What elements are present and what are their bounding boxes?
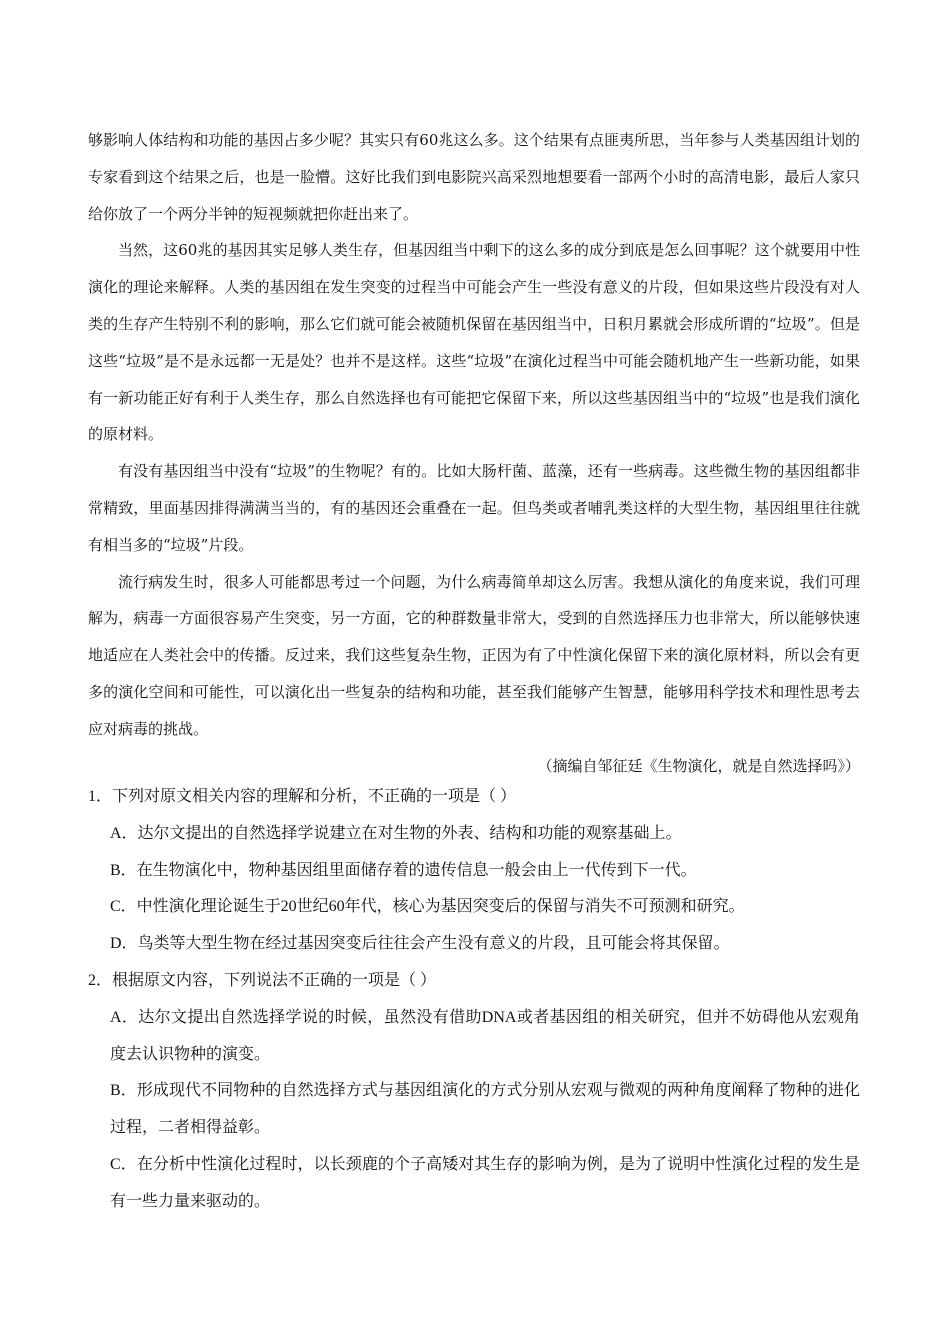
question-2 xyxy=(88,963,860,1221)
passage-paragraph-3: 有没有基因组当中没有“垃圾”的生物呢？有的。比如大肠杆菌、蓝藻，还有一些病毒。这些微生物的基因组都非常精致，里面基因排得满满当当的，有的基因还会重叠在一起。但鸟类或者哺乳类这样的大型生物，基因组里往往就有相当多的“垃圾”片段。 xyxy=(88,462,860,554)
question-1-stem: 1．下列对原文相关内容的理解和分析，不正确的一项是（ ） xyxy=(88,788,517,805)
passage-paragraph-1: 够影响人体结构和功能的基因占多少呢？其实只有60兆这么多。这个结果有点匪夷所思，当年参与人类基因组计划的专家看到这个结果之后，也是一脸懵。这好比我们到电影院兴高采烈地想要看一部两个小时的高清电影，最后人家只给你放了一个两分半钟的短视频就把你赶出来了。 xyxy=(88,131,860,223)
question-1-option-b: B．在生物演化中，物种基因组里面储存着的遗传信息一般会由上一代传到下一代。 xyxy=(110,861,697,879)
question-2-option-c: C．在分析中性演化过程时，以长颈鹿的个子高矮对其生存的影响为例，是为了说明中性演化过程的发生是有一些力量来驱动的。 xyxy=(110,1155,860,1210)
question-1-option-d: D．鸟类等大型生物在经过基因突变后往往会产生没有意义的片段，且可能会将其保留。 xyxy=(110,935,730,953)
question-1-option-a: A．达尔文提出的自然选择学说建立在对生物的外表、结构和功能的观察基础上。 xyxy=(110,824,682,842)
passage-source: （摘编自邹征廷《生物演化，就是自然选择吗》） xyxy=(537,756,860,775)
question-1-option-c: C．中性演化理论诞生于20世纪60年代，核心为基因突变后的保留与消失不可预测和研究。 xyxy=(110,898,745,916)
question-list xyxy=(88,779,860,1221)
passage-paragraph-4: 流行病发生时，很多人可能都思考过一个问题，为什么病毒简单却这么厉害。我想从演化的角度来说，我们可理解为，病毒一方面很容易产生突变，另一方面，它的种群数量非常大，受到的自然选择压力也非常大，所以能够快速地适应在人类社会中的传播。反过来，我们这些复杂生物，正因为有了中性演化保留下来的演化原材料，所以会有更多的演化空间和可能性，可以演化出一些复杂的结构和功能，甚至我们能够产生智慧，能够用科学技术和理性思考去应对病毒的挑战。 xyxy=(88,572,860,738)
question-2-stem: 2．根据原文内容，下列说法不正确的一项是（ ） xyxy=(88,971,437,989)
question-1 xyxy=(88,779,860,963)
question-2-option-a: A．达尔文提出自然选择学说的时候，虽然没有借助DNA或者基因组的相关研究，但并不妨碍他从宏观角度去认识物种的演变。 xyxy=(110,1008,860,1063)
passage-paragraph-2: 当然，这60兆的基因其实足够人类生存，但基因组当中剩下的这么多的成分到底是怎么回事呢？这个就要用中性演化的理论来解释。人类的基因组在发生突变的过程当中可能会产生一些没有意义的片段，但如果这些片段没有对人类的生存产生特别不利的影响，那么它们就可能会被随机保留在基因组当中，日积月累就会形成所谓的“垃圾”。但是这些“垃圾”是不是永远都一无是处？也并不是这样。这些“垃圾”在演化过程当中可能会随机地产生一些新功能，如果有一新功能正好有利于人类生存，那么自然选择也有可能把它保留下来，所以这些基因组当中的“垃圾”也是我们演化的原材料。 xyxy=(88,241,860,444)
question-2-option-b: B．形成现代不同物种的自然选择方式与基因组演化的方式分别从宏观与微观的两种角度阐释了物种的进化过程，二者相得益彰。 xyxy=(110,1082,860,1137)
reading-passage xyxy=(88,122,860,784)
